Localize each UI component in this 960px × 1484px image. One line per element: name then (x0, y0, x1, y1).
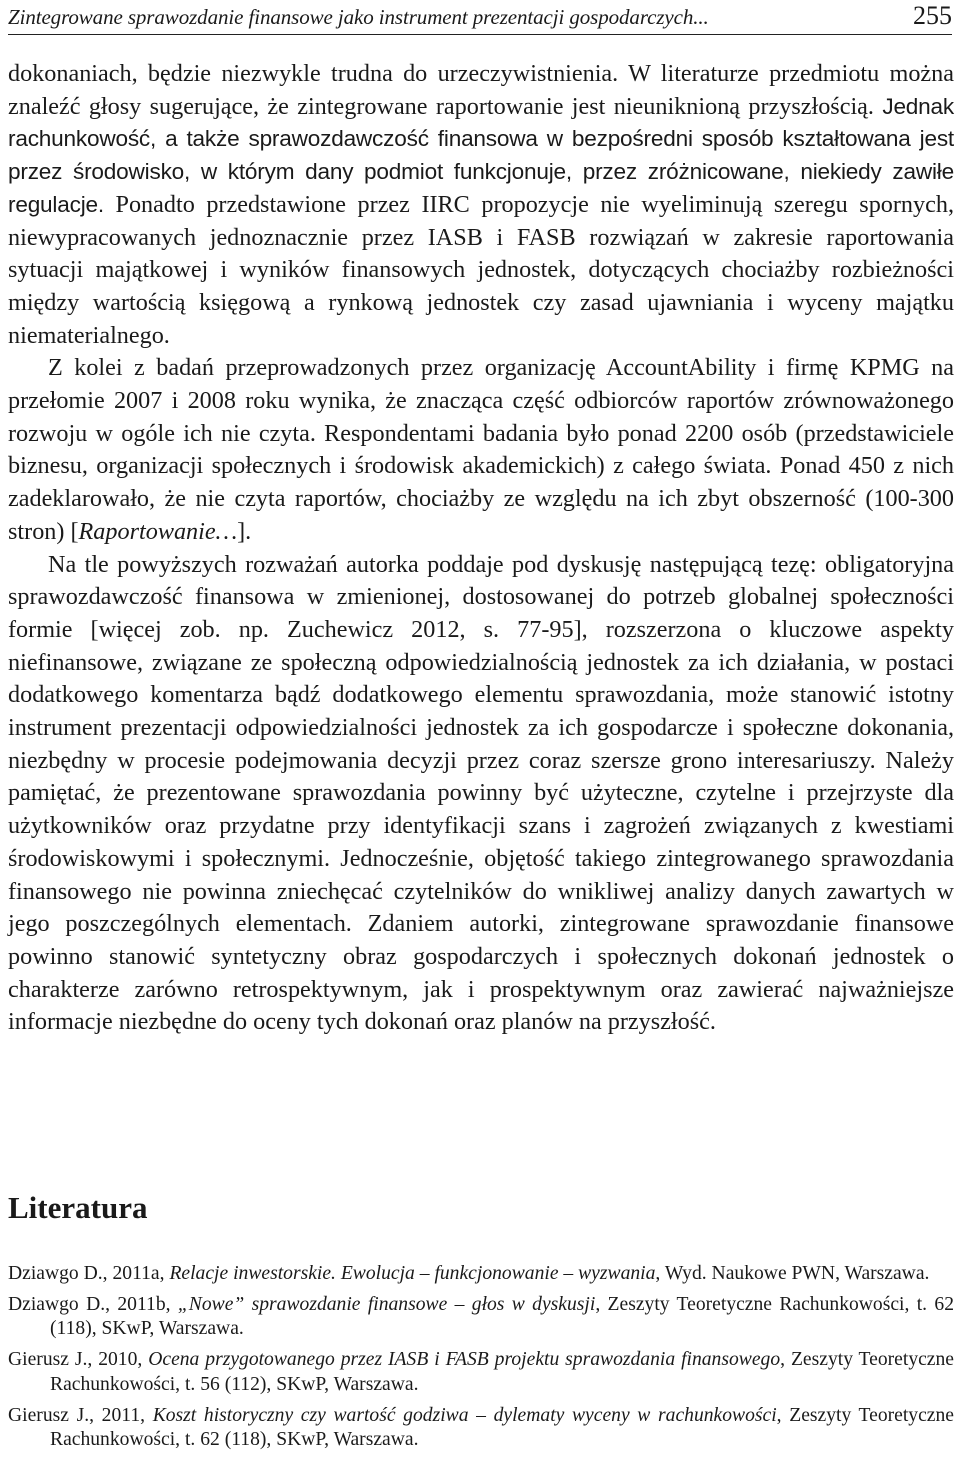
paragraph-2-citation: Raportowanie… (78, 517, 238, 545)
literature-heading: Literatura (8, 1190, 148, 1225)
reference-item (8, 1348, 954, 1397)
page-number: 255 (913, 1, 952, 30)
reference-list (8, 1262, 954, 1459)
reference-details: , Zeszyty Teoretyczne Rachunkowości, t. 56 (112), SKwP, Warszawa. (50, 1349, 955, 1395)
paragraph-1-part-a: dokonaniach, będzie niezwykle trudna do urzeczywistnienia. W literaturze przedmiotu można znaleźć głosy sugerujące, że zintegrowane raportowanie jest nieuniknioną przyszłością. (8, 60, 954, 120)
reference-author: Dziawgo D., 2011b, (8, 1293, 178, 1315)
reference-item (8, 1293, 954, 1342)
reference-item (8, 1404, 954, 1453)
paragraph-1 (8, 58, 954, 352)
paragraph-1-part-b: Jednak rachunkowość, a także sprawozdawczość finansowa w bezpośredni sposób kształtowana jest przez środowisko, w którym dany podmiot funkcjonuje, przez zróżnicowane, niekiedy zawiłe regulacje. (8, 93, 955, 217)
paragraph-1-part-c: Ponadto przedstawione przez IIRC propozycje nie wyeliminują szeregu spornych, niewypracowanych jednoznacznie przez IASB i FASB rozwiązań w zakresie raportowania sytuacji majątkowej i wyników finansowych jednostek, dotyczących chociażby rozbieżności między wartością księgową a rynkową jednostek czy zasad ujawniania i wyceny majątku niematerialnego. (8, 190, 954, 349)
reference-author: Gierusz J., 2011, (8, 1404, 153, 1426)
running-header (8, 0, 952, 35)
reference-title: Relacje inwestorskie. Ewolucja – funkcjonowanie – wyzwania (169, 1263, 656, 1284)
paragraph-2-end: ]. (237, 517, 252, 545)
reference-details: , Zeszyty Teoretyczne Rachunkowości, t. 62 (118), SKwP, Warszawa. (50, 1293, 955, 1340)
reference-author: Gierusz J., 2010, (8, 1349, 149, 1371)
reference-item (8, 1262, 954, 1286)
reference-title: Ocena przygotowanego przez IASB i FASB projektu sprawozdania finansowego (148, 1349, 781, 1371)
running-title: Zintegrowane sprawozdanie finansowe jako instrument prezentacji gospodarczych... (8, 5, 709, 29)
paragraph-3 (8, 549, 954, 1040)
paragraph-3-text: Na tle powyższych rozważań autorka poddaje pod dyskusję następującą tezę: obligatoryjna sprawozdawczość finansowa w zmienionej, dostosowanej do potrzeb globalnej społeczności formie [więcej zob. np. Zuchewicz 2012, s. 77-95], rozszerzona o kluczowe aspekty niefinansowe, związane ze społeczną odpowiedzialnością jednostek za ich działania, w postaci dodatkowego komentarza bądź dodatkowego elementu sprawozdania, może stanowić istotny instrument prezentacji odpowiedzialności jednostek za ich gospodarcze i społeczne dokonania, niezbędny w procesie podejmowania decyzji przez coraz szersze grono interesariuszy. Należy pamiętać, że prezentowane sprawozdania powinny być użyteczne, czytelne i przejrzyste dla użytkowników oraz przydatne przy identyfikacji szans i zagrożeń związanych z kwestiami środowiskowymi i społecznymi. Jednocześnie, objętość takiego zintegrowanego sprawozdania finansowego nie powinna zniechęcać czytelników do wnikliwej analizy danych zawartych w jego poszczególnych elementach. Zdaniem autorki, zintegrowane sprawozdanie finansowe powinno stanowić syntetyczny obraz gospodarczych i społecznych dokonań jednostek o charakterze zarówno retrospektywnym, jak i prospektywnym oraz zawierać najważniejsze informacje niezbędne do oceny tych dokonań oraz planów na przyszłość. (8, 550, 954, 1036)
reference-title: Koszt historyczny czy wartość godziwa – dylematy wyceny w rachunkowości (152, 1404, 777, 1426)
reference-title: „Nowe” sprawozdanie finansowe – głos w dyskusji (177, 1293, 596, 1315)
reference-author: Dziawgo D., 2011a, (8, 1263, 170, 1284)
reference-details: , Wyd. Naukowe PWN, Warszawa. (655, 1263, 930, 1284)
reference-details: , Zeszyty Teoretyczne Rachunkowości, t. 62 (118), SKwP, Warszawa. (50, 1404, 954, 1450)
paragraph-2-text: Z kolei z badań przeprowadzonych przez organizację AccountAbility i firmę KPMG na przełomie 2007 i 2008 roku wynika, że znacząca część odbiorców raportów zrównoważonego rozwoju w ogóle ich nie czyta. Respondentami badania było ponad 2200 osób (przedstawiciele biznesu, organizacji społecznych i środowisk akademickich) z całego świata. Ponad 450 z nich zadeklarowało, że nie czyta raportów, chociażby ze względu na ich zbyt obszerność (100-300 stron) [ (8, 354, 954, 545)
paragraph-2 (8, 352, 954, 548)
body-text (8, 58, 954, 1039)
